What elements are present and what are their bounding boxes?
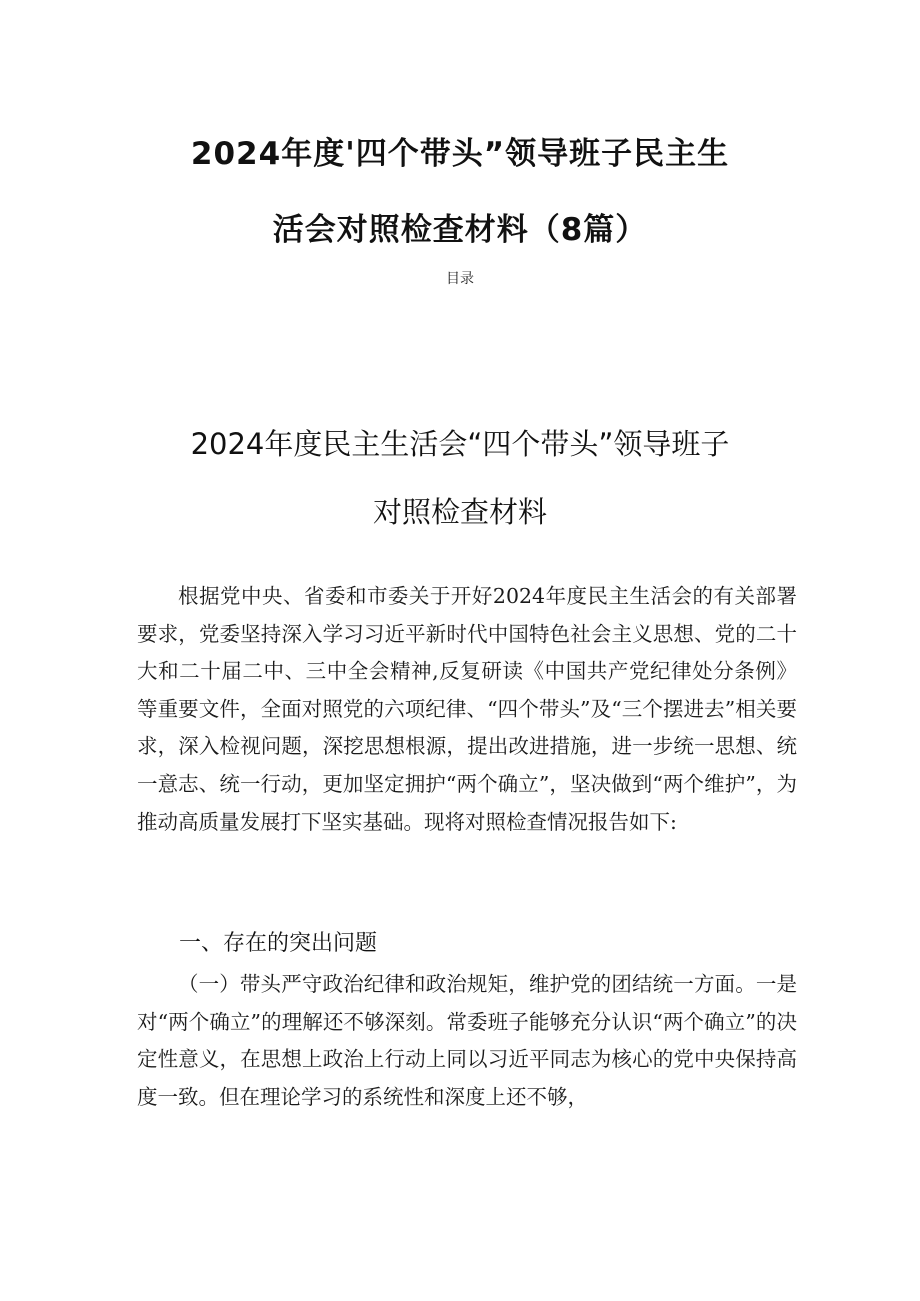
section-title-line-1: 2024年度民主生活会“四个带头”领导班子 <box>190 427 730 461</box>
section-title-line-2: 对照检查材料 <box>372 495 547 529</box>
toc-label: 目录 <box>446 271 474 287</box>
intro-paragraph: 根据党中央、省委和市委关于开好2024年度民主生活会的有关部署要求，党委坚持深入学习习近平新时代中国特色社会主义思想、党的二十大和二十届二中、三中全会精神,反复研读《中国共产党纪律处分条例》等重要文件，全面对照党的六项纪律、“四个带头”及“三个摆进去”相关要求，深入检视问题，深挖思想根源，提出改进措施，进一步统一思想、统一意志、统一行动，更加坚定拥护“两个确立”，坚决做到“两个维护”，为推动高质量发展打下坚实基础。现将对照检查情况报告如下: <box>137 584 797 834</box>
main-title-line-1: 2024年度'四个带头”领导班子民主生 <box>190 136 730 172</box>
main-title-line-2: 活会对照检查材料（8篇） <box>272 212 648 248</box>
problem-paragraph: （一）带头严守政治纪律和政治规矩，维护党的团结统一方面。一是对“两个确立”的理解还不够深刻。常委班子能够充分认识“两个确立”的决定性意义，在思想上政治上行动上同以习近平同志为核心的党中央保持高度一致。但在理论学习的系统性和深度上还不够， <box>137 972 797 1109</box>
section-heading: 一、存在的突出问题 <box>179 931 378 956</box>
